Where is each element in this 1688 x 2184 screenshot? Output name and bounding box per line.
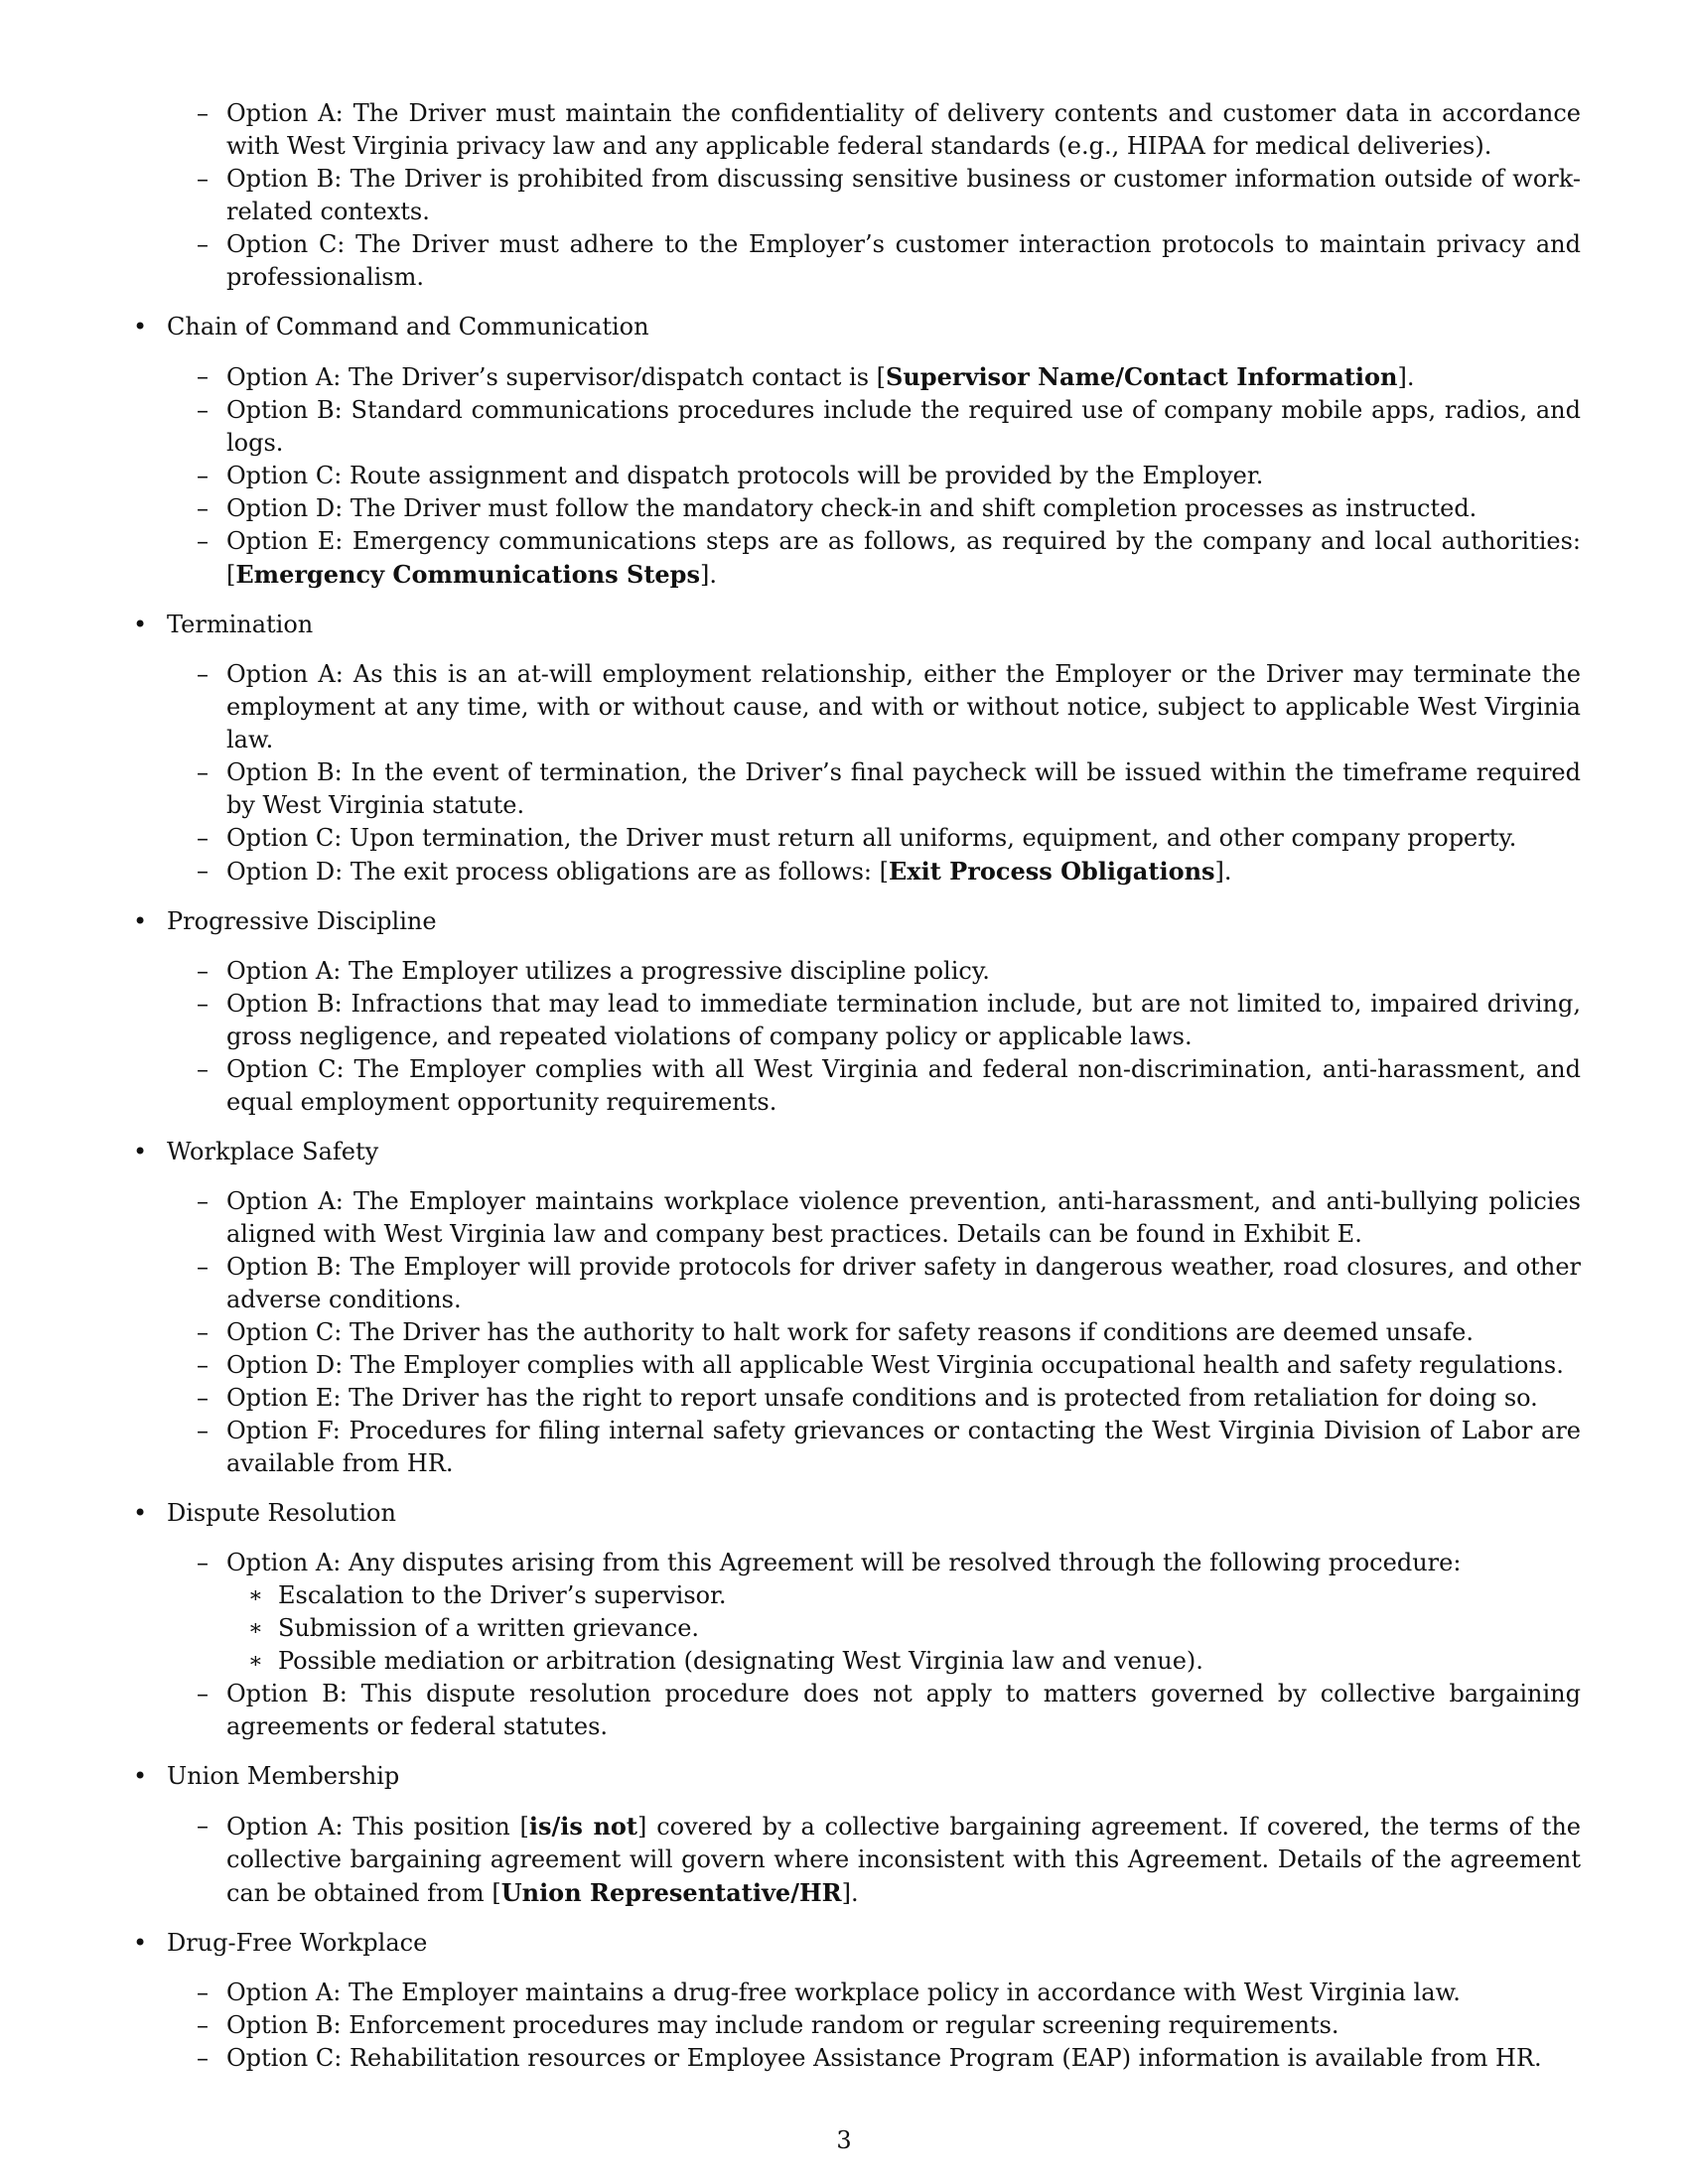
dash-marker: – [197,230,209,258]
section-heading [131,1497,1581,1530]
section-workplace-safety [131,1136,1581,1480]
bullet-marker: • [133,1929,148,1957]
placeholder-field: Union Representative/HR [500,1878,842,1907]
option-item [131,658,1581,756]
option-item [131,855,1581,888]
dash-marker: – [197,1417,209,1444]
option-item [131,1185,1581,1251]
option-text: Option C: The Driver has the authority to halt work for safety reasons if conditions are deemed unsafe. [226,1318,1475,1346]
dash-marker: – [197,857,209,885]
option-text: Option C: Rehabilitation resources or Employee Assistance Program (EAP) information is available from HR. [226,2044,1542,2072]
sub-option-text: Possible mediation or arbitration (designating West Virginia law and venue). [278,1647,1203,1675]
option-text: Option D: The Driver must follow the mandatory check-in and shift completion processes as instructed. [226,494,1477,522]
bullet-marker: • [133,1762,148,1790]
option-text: Option B: Standard communications procedures include the required use of company mobile apps, radios, and logs. [226,396,1581,457]
section-heading [131,905,1581,938]
dash-marker: – [197,494,209,522]
section-heading [131,1136,1581,1168]
option-item [131,525,1581,592]
dash-marker: – [197,824,209,852]
option-text: Option B: Enforcement procedures may include random or regular screening requirements. [226,2011,1339,2039]
option-text: Option C: The Driver must adhere to the Employer’s customer interaction protocols to maintain privacy and professionalism. [226,230,1581,291]
section-progressive-discipline [131,905,1581,1119]
option-text: Option C: The Employer complies with all West Virginia and federal non-discrimination, anti-harassment, and equal employment opportunity requirements. [226,1055,1581,1116]
sub-option-list [131,1579,1581,1678]
option-item [131,1678,1581,1743]
sub-option-text: Escalation to the Driver’s supervisor. [278,1581,727,1609]
section-chain-of-command-and-communication [131,311,1581,592]
section-heading-text: Drug-Free Workplace [167,1929,428,1957]
option-item [131,394,1581,460]
option-item [131,955,1581,988]
option-text: Option B: In the event of termination, the Driver’s final paycheck will be issued within the timeframe required by West Virginia statute. [226,758,1581,819]
option-item [131,1977,1581,2009]
dash-marker: – [197,1253,209,1281]
option-item [131,2009,1581,2042]
option-text-continued: ] covered by a collective bargaining agreement. If covered, the terms of the collective bargaining agreement will govern where inconsistent with this Agreement. Details of the agreement can be obtained from [ [226,1813,1581,1907]
option-item [131,2042,1581,2075]
section-heading-text: Chain of Command and Communication [167,313,649,341]
option-list [131,1810,1581,1910]
dash-marker: – [197,1187,209,1215]
section-heading [131,1927,1581,1960]
dash-marker: – [197,1318,209,1346]
dash-marker: – [197,1680,209,1707]
option-list [131,360,1581,592]
section-heading [131,1760,1581,1793]
option-list [131,1977,1581,2075]
section-union-membership [131,1760,1581,1910]
bullet-marker: • [133,611,148,638]
section-heading-text: Workplace Safety [167,1138,379,1165]
option-text: Option A: This position [ [226,1813,529,1841]
option-item [131,163,1581,228]
bullet-marker: • [133,1138,148,1165]
dash-marker: – [197,1351,209,1379]
option-item [131,1415,1581,1480]
option-item [131,492,1581,525]
option-text: Option C: Route assignment and dispatch protocols will be provided by the Employer. [226,462,1264,489]
bullet-marker: • [133,1499,148,1527]
section-dispute-resolution [131,1497,1581,1743]
option-text: Option B: The Driver is prohibited from discussing sensitive business or customer information outside of work-related contexts. [226,165,1581,225]
option-text-continued: ]. [841,1879,859,1907]
option-text: Option E: The Driver has the right to report unsafe conditions and is protected from retaliation for doing so. [226,1384,1538,1412]
option-text: Option B: This dispute resolution procedure does not apply to matters governed by collective bargaining agreements or federal statutes. [226,1680,1581,1740]
dash-marker: – [197,990,209,1018]
dash-marker: – [197,462,209,489]
option-item [131,1053,1581,1119]
option-text-continued: ]. [699,561,717,589]
option-list [131,658,1581,888]
dash-marker: – [197,396,209,424]
dash-marker: – [197,99,209,127]
placeholder-field: Emergency Communications Steps [235,560,700,589]
option-item [131,1547,1581,1579]
dash-marker: – [197,1549,209,1576]
section-heading [131,609,1581,641]
page-number: 3 [836,2126,852,2154]
section-heading [131,311,1581,343]
section-heading-text: Union Membership [167,1762,400,1790]
option-item [131,1349,1581,1382]
bullet-marker: • [133,907,148,935]
dash-marker: – [197,660,209,688]
option-item [131,1316,1581,1349]
option-item [131,460,1581,492]
option-item [131,360,1581,394]
dash-marker: – [197,2044,209,2072]
option-item [131,822,1581,855]
dash-marker: – [197,957,209,985]
dash-marker: – [197,758,209,786]
dash-marker: – [197,1812,209,1840]
lead-option-list [131,97,1581,294]
bullet-marker: • [133,313,148,341]
option-text: Option B: The Employer will provide protocols for driver safety in dangerous weather, road closures, and other adverse conditions. [226,1253,1581,1313]
placeholder-field: is/is not [528,1812,638,1841]
star-marker: ∗ [248,1649,263,1674]
option-text: Option A: The Employer utilizes a progressive discipline policy. [226,957,990,985]
placeholder-field: Supervisor Name/Contact Information [886,362,1398,391]
option-text-continued: ]. [1214,858,1232,886]
dash-marker: – [197,1055,209,1083]
option-text: Option E: Emergency communications steps are as follows, as required by the company and local authorities: [ [226,527,1581,589]
option-text: Option A: Any disputes arising from this Agreement will be resolved through the following procedure: [226,1549,1462,1576]
option-text: Option F: Procedures for filing internal safety grievances or contacting the West Virginia Division of Labor are available from HR. [226,1417,1581,1477]
star-marker: ∗ [248,1583,263,1608]
sub-option-text: Submission of a written grievance. [278,1614,700,1642]
dash-marker: – [197,1979,209,2006]
document-body [131,97,1581,2092]
section-termination [131,609,1581,888]
dash-marker: – [197,1384,209,1412]
dash-marker: – [197,165,209,193]
sub-option-item [131,1612,1581,1645]
sections-container [131,311,1581,2075]
option-text: Option A: The Driver must maintain the confidentiality of delivery contents and customer data in accordance with West Virginia privacy law and any applicable federal standards (e.g., HIPAA for medical deliveries). [226,99,1581,160]
section-heading-text: Progressive Discipline [167,907,437,935]
option-list [131,1185,1581,1480]
section-drug-free-workplace [131,1927,1581,2075]
option-text: Option C: Upon termination, the Driver must return all uniforms, equipment, and other company property. [226,824,1517,852]
option-list [131,1547,1581,1743]
option-text: Option D: The Employer complies with all applicable West Virginia occupational health and safety regulations. [226,1351,1564,1379]
option-text: Option A: The Employer maintains a drug-free workplace policy in accordance with West Virginia law. [226,1979,1461,2006]
option-item [131,988,1581,1053]
sub-option-item [131,1579,1581,1612]
dash-marker: – [197,362,209,390]
option-text: Option A: The Employer maintains workplace violence prevention, anti-harassment, and anti-bullying policies aligned with West Virginia law and company best practices. Details can be found in Exhibit E. [226,1187,1581,1248]
option-text-continued: ]. [1397,363,1415,391]
option-list [131,955,1581,1119]
option-text: Option A: As this is an at-will employment relationship, either the Employer or the Driver may terminate the employment at any time, with or without cause, and with or without notice, subject to applicable West Virginia law. [226,660,1581,753]
section-heading-text: Dispute Resolution [167,1499,396,1527]
option-item [131,1810,1581,1910]
option-item [131,756,1581,822]
placeholder-field: Exit Process Obligations [888,857,1215,886]
option-text: Option D: The exit process obligations are as follows: [ [226,858,889,886]
option-text: Option B: Infractions that may lead to immediate termination include, but are not limited to, impaired driving, gross negligence, and repeated violations of company policy or applicable laws. [226,990,1581,1050]
star-marker: ∗ [248,1616,263,1641]
dash-marker: – [197,2011,209,2039]
option-text: Option A: The Driver’s supervisor/dispatch contact is [ [226,363,887,391]
option-item [131,1382,1581,1415]
option-item [131,228,1581,294]
sub-option-item [131,1645,1581,1678]
option-item [131,97,1581,163]
section-heading-text: Termination [167,611,314,638]
option-item [131,1251,1581,1316]
dash-marker: – [197,527,209,555]
